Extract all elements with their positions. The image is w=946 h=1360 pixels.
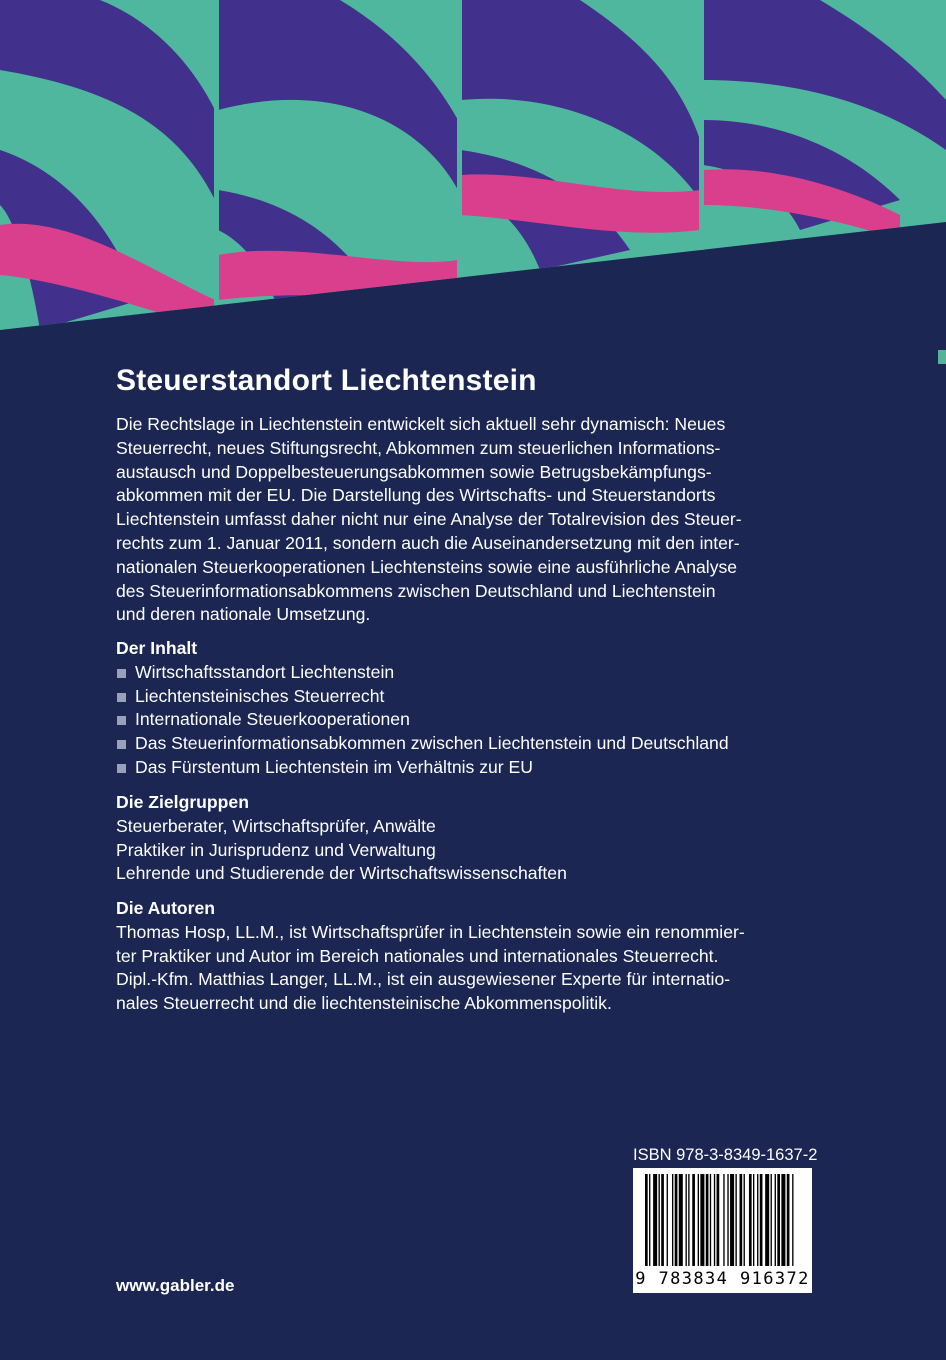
cover-artwork xyxy=(0,0,946,340)
barcode-digits: 9 783834 916372 xyxy=(635,1269,810,1289)
list-item: Das Steuerinformationsabkommen zwischen Liechtenstein und Deutschland xyxy=(116,732,836,756)
barcode-bar xyxy=(675,1174,678,1266)
barcode-bar xyxy=(781,1174,785,1266)
barcode-bar xyxy=(723,1174,724,1266)
page-title: Steuerstandort Liechtenstein xyxy=(116,364,537,397)
barcode-bar xyxy=(792,1174,793,1266)
section-inhalt xyxy=(116,637,836,780)
intro-line: des Steuerinformationsabkommens zwischen Deutschland und Liechtenstein xyxy=(116,580,716,601)
barcode-bar xyxy=(653,1174,657,1266)
barcode-bar xyxy=(661,1174,664,1266)
barcode-bar xyxy=(753,1174,754,1266)
section-autoren xyxy=(116,897,836,1016)
autoren-line: ter Praktiker und Autor im Bereich nationales und internationales Steuerrecht. xyxy=(116,945,719,966)
barcode-bar xyxy=(771,1174,772,1266)
list-item: Liechtensteinisches Steuerrecht xyxy=(116,685,836,709)
intro-paragraph xyxy=(116,413,816,627)
isbn-label: ISBN 978-3-8349-1637-2 xyxy=(633,1146,818,1164)
list-item: Wirtschaftsstandort Liechtenstein xyxy=(116,661,836,685)
barcode-bar xyxy=(730,1174,734,1266)
barcode-bar xyxy=(667,1174,668,1266)
barcode-bar xyxy=(775,1174,776,1266)
barcode-bar xyxy=(688,1174,689,1266)
autoren-line: nales Steuerrecht und die liechtensteinische Abkommenspolitik. xyxy=(116,993,612,1014)
intro-line: nationalen Steuerkooperationen Liechtensteins sowie eine ausführliche Analyse xyxy=(116,556,738,577)
square-bullet-icon xyxy=(117,716,126,725)
intro-line: austausch und Doppelbesteuerungsabkommen sowie Betrugsbekämpfungs- xyxy=(116,461,712,482)
autoren-heading: Die Autoren xyxy=(116,898,216,918)
barcode-bar xyxy=(692,1174,695,1266)
barcode-bar xyxy=(710,1174,711,1266)
barcode-bar xyxy=(706,1174,709,1266)
intro-line: Die Rechtslage in Liechtenstein entwickelt sich aktuell sehr dynamisch: Neues xyxy=(116,414,726,434)
barcode-bar xyxy=(686,1174,687,1266)
barcode-bar xyxy=(700,1174,704,1266)
barcode-bar xyxy=(735,1174,736,1266)
inhalt-heading: Der Inhalt xyxy=(116,638,198,658)
barcode-bar xyxy=(777,1174,780,1266)
autoren-line: Thomas Hosp, LL.M., ist Wirtschaftsprüfer in Liechtenstein sowie ein renommier- xyxy=(116,921,745,942)
list-item: Das Fürstentum Liechtenstein im Verhältnis zur EU xyxy=(116,756,836,780)
inhalt-list xyxy=(116,661,836,780)
barcode-bar xyxy=(679,1174,683,1266)
autoren-line: Dipl.-Kfm. Matthias Langer, LL.M., ist ein ausgewiesener Experte für internatio- xyxy=(116,969,731,990)
publisher-website[interactable]: www.gabler.de xyxy=(116,1276,235,1295)
intro-line: abkommen mit der EU. Die Darstellung des Wirtschafts- und Steuerstandorts xyxy=(116,485,716,506)
barcode-bar xyxy=(760,1174,763,1266)
intro-line: rechts zum 1. Januar 2011, sondern auch die Auseinandersetzung mit den inter- xyxy=(116,532,740,553)
barcode xyxy=(633,1168,812,1293)
barcode-bar xyxy=(744,1174,745,1266)
barcode-bar xyxy=(645,1174,648,1266)
list-item: Internationale Steuerkooperationen xyxy=(116,708,836,732)
barcode-bar xyxy=(757,1174,758,1266)
square-bullet-icon xyxy=(117,669,126,678)
barcode-bar xyxy=(659,1174,660,1266)
square-bullet-icon xyxy=(117,764,126,773)
barcode-bar xyxy=(727,1174,728,1266)
barcode-bar xyxy=(698,1174,699,1266)
edge-marker xyxy=(938,350,946,364)
square-bullet-icon xyxy=(117,740,126,749)
square-bullet-icon xyxy=(117,693,126,702)
barcode-bar xyxy=(672,1174,673,1266)
intro-line: und deren nationale Umsetzung. xyxy=(116,604,371,625)
zielgruppen-heading: Die Zielgruppen xyxy=(116,792,249,812)
barcode-bar xyxy=(649,1174,650,1266)
intro-line: Steuerrecht, neues Stiftungsrecht, Abkommen zum steuerlichen Informations- xyxy=(116,437,721,458)
barcode-bar xyxy=(740,1174,743,1266)
barcode-bar xyxy=(714,1174,715,1266)
barcode-bar xyxy=(749,1174,752,1266)
zielgruppen-line: Lehrende und Studierende der Wirtschaftswissenschaften xyxy=(116,863,567,884)
barcode-bar xyxy=(787,1174,790,1266)
barcode-bar xyxy=(765,1174,769,1266)
intro-line: Liechtenstein umfasst daher nicht nur eine Analyse der Totalrevision des Steuer- xyxy=(116,509,742,530)
barcode-bar xyxy=(717,1174,720,1266)
zielgruppen-line: Praktiker in Jurisprudenz und Verwaltung xyxy=(116,839,436,860)
zielgruppen-line: Steuerberater, Wirtschaftsprüfer, Anwälte xyxy=(116,815,436,836)
section-zielgruppen xyxy=(116,791,836,886)
